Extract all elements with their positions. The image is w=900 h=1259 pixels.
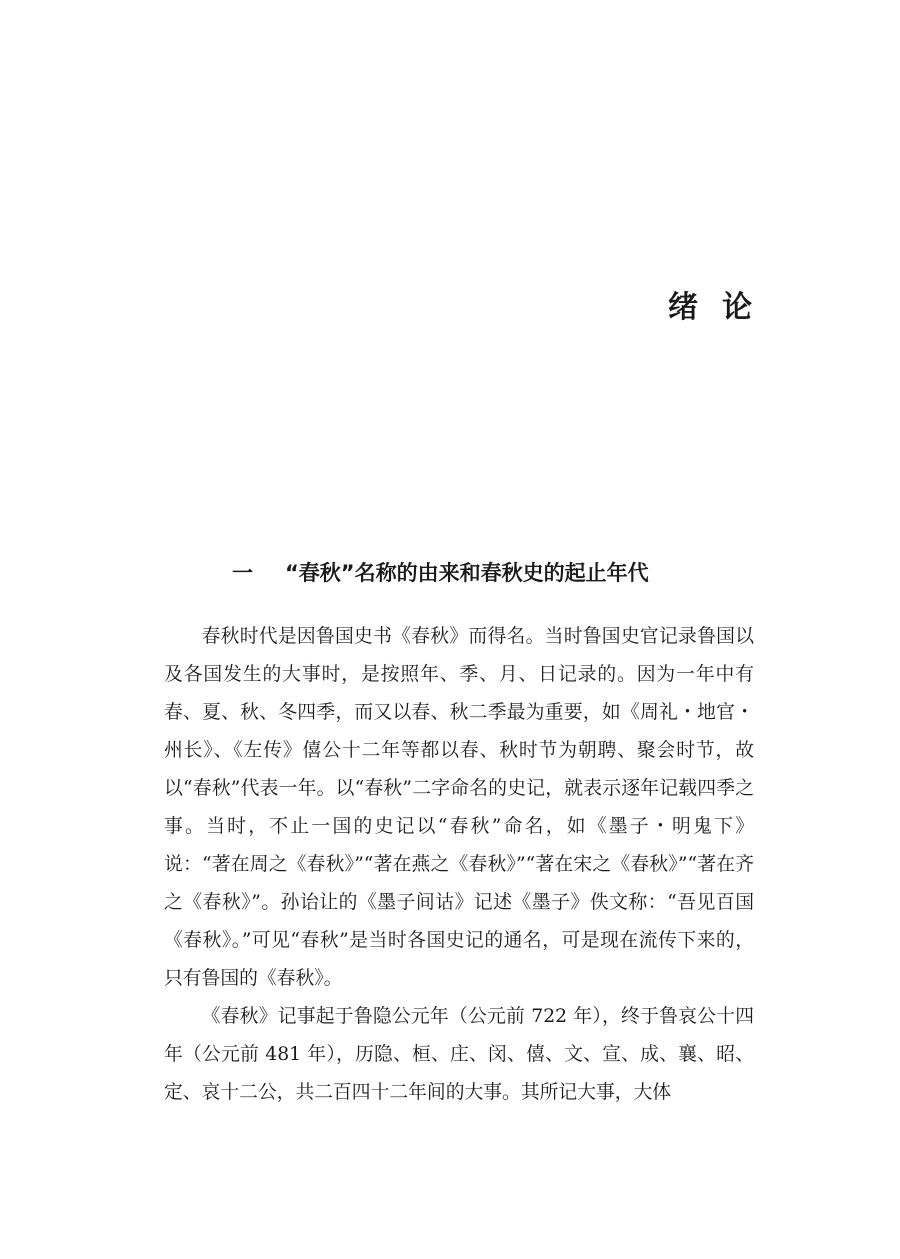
section-title: “春秋”名称的由来和春秋史的起止年代	[285, 561, 649, 586]
chapter-title: 绪论	[668, 290, 776, 326]
body-text	[164, 618, 754, 1248]
paragraph: 春秋时代是因鲁国史书《春秋》而得名。当时鲁国史官记录鲁国以及各国发生的大事时，是按照年、季、月、日记录的。因为一年中有春、夏、秋、冬四季，而又以春、秋二季最为重要，如《周礼・地官・州长》、《左传》僖公十二年等都以春、秋时节为朝聘、聚会时节，故以“春秋”代表一年。以“春秋”二字命名的史记，就表示逐年记载四季之事。当时，不止一国的史记以“春秋”命名，如《墨子・明鬼下》说：“著在周之《春秋》”“著在燕之《春秋》”“著在宋之《春秋》”“著在齐之《春秋》”。孙诒让的《墨子间诂》记述《墨子》佚文称：“吾见百国《春秋》。”可见“春秋”是当时各国史记的通名，可是现在流传下来的，只有鲁国的《春秋》。	[164, 626, 754, 989]
section-number: 一	[232, 561, 253, 586]
section-heading	[232, 557, 732, 587]
paragraph: 《春秋》记事起于鲁隐公元年（公元前 722 年），终于鲁哀公十四年（公元前 481 年），历隐、桓、庄、闵、僖、文、宣、成、襄、昭、定、哀十二公，共二百四十二年间的大事。其所记大事，大体	[164, 1006, 754, 1103]
